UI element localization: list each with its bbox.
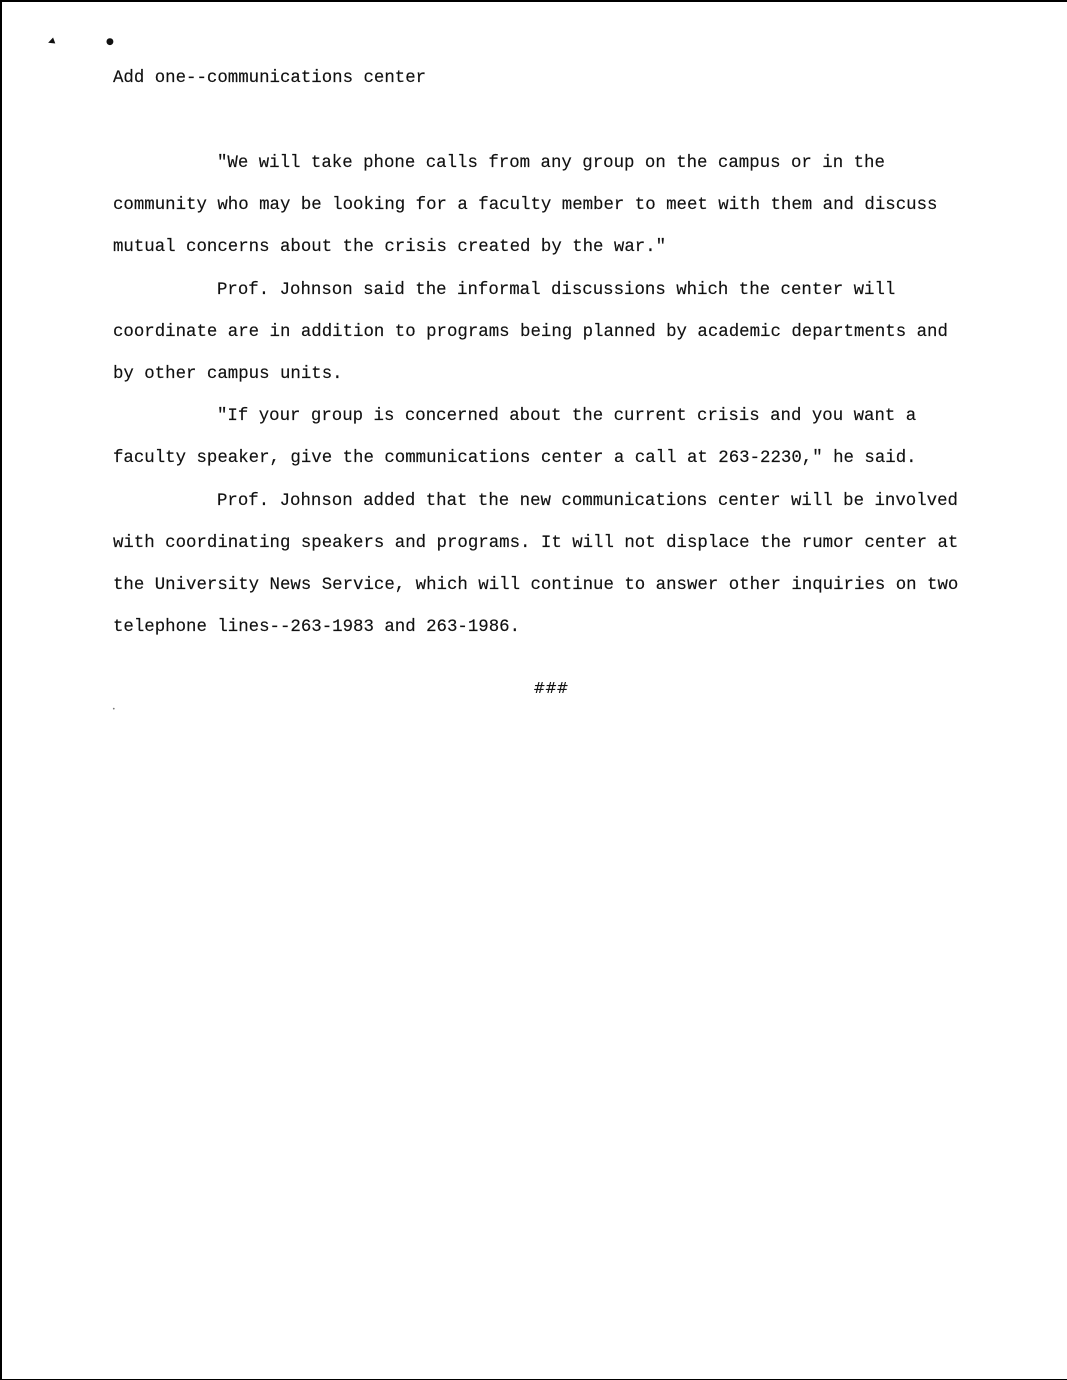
text-line: coordinate are in addition to programs being planned by academic departments and — [113, 322, 948, 342]
stray-dot: • — [112, 706, 116, 713]
paragraph — [113, 402, 983, 486]
slug-line: Add one--communications center — [113, 69, 427, 88]
text-line: with coordinating speakers and programs. It will not displace the rumor center at — [113, 533, 959, 553]
document-body — [113, 149, 983, 655]
text-line: Prof. Johnson added that the new communications center will be involved — [217, 491, 958, 511]
stray-mark: ◂ — [45, 33, 57, 50]
text-line: Prof. Johnson said the informal discussions which the center will — [217, 280, 896, 300]
text-line: "We will take phone calls from any group on the campus or in the — [217, 154, 885, 173]
text-line: telephone lines--263-1983 and 263-1986. — [113, 618, 521, 638]
text-line: mutual concerns about the crisis created by the war." — [113, 238, 667, 258]
stray-dot: ● — [106, 37, 114, 47]
paragraph — [113, 276, 983, 403]
text-line: community who may be looking for a faculty member to meet with them and discuss — [113, 196, 938, 216]
paragraph — [113, 487, 983, 656]
text-line: by other campus units. — [113, 364, 343, 384]
text-line: faculty speaker, give the communications center a call at 263-2230," he said. — [113, 449, 917, 469]
end-mark: ### — [533, 679, 568, 697]
paragraph — [113, 149, 983, 276]
text-line: "If your group is concerned about the current crisis and you want a — [217, 407, 917, 427]
text-line: the University News Service, which will continue to answer other inquiries on two — [113, 575, 959, 595]
